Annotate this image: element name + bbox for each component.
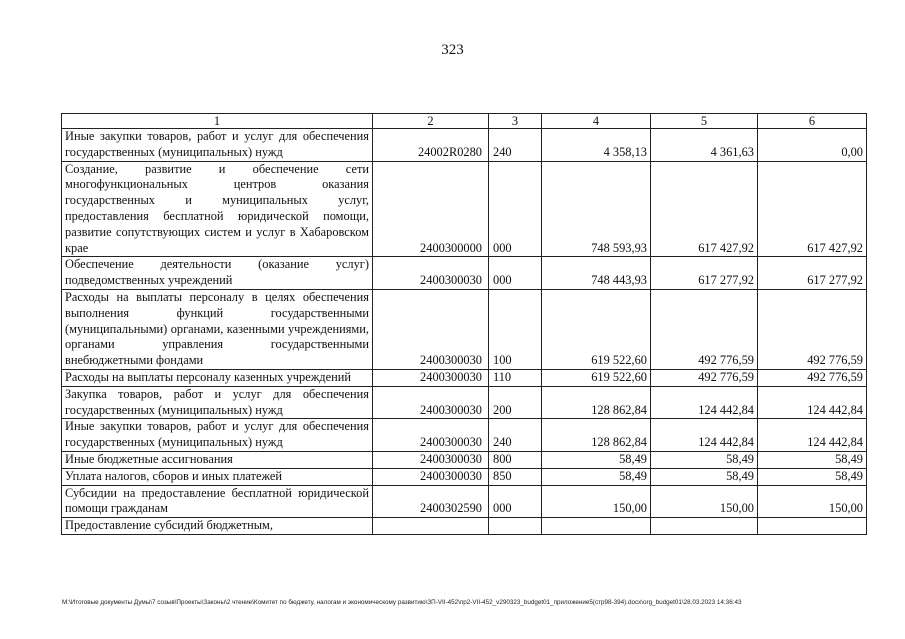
row-value-2 xyxy=(651,518,758,535)
row-value-2: 150,00 xyxy=(651,485,758,518)
row-code: 2400300030 xyxy=(373,386,489,419)
column-header: 2 xyxy=(373,114,489,129)
row-value-1: 58,49 xyxy=(542,468,651,485)
table-row xyxy=(62,386,867,419)
table-row xyxy=(62,129,867,162)
row-expense-type: 000 xyxy=(489,161,542,257)
row-name: Уплата налогов, сборов и иных платежей xyxy=(62,468,373,485)
row-name: Иные бюджетные ассигнования xyxy=(62,451,373,468)
row-value-1: 128 862,84 xyxy=(542,419,651,452)
row-expense-type: 000 xyxy=(489,257,542,290)
row-code xyxy=(373,518,489,535)
document-path-footer: M:\Итоговые документы Думы\7 созыв\Проекты\Законы\2 чтение\Комитет по бюджету, налогам и экономическому развитию\ЗП-VII-452\пр2-VII-452_v290323_budget01_приложение5(стр98-394).docx\org_budget01\28.03.2023 14:36:43 xyxy=(62,599,742,606)
row-value-3: 492 776,59 xyxy=(758,369,867,386)
row-value-1: 150,00 xyxy=(542,485,651,518)
row-expense-type: 800 xyxy=(489,451,542,468)
table-row xyxy=(62,485,867,518)
row-expense-type xyxy=(489,518,542,535)
row-value-3: 124 442,84 xyxy=(758,419,867,452)
row-code: 2400300030 xyxy=(373,289,489,369)
row-value-1: 4 358,13 xyxy=(542,129,651,162)
row-code: 2400300030 xyxy=(373,419,489,452)
row-name: Предоставление субсидий бюджетным, xyxy=(62,518,373,535)
column-header: 5 xyxy=(651,114,758,129)
row-value-3: 0,00 xyxy=(758,129,867,162)
row-value-1: 748 593,93 xyxy=(542,161,651,257)
row-value-2: 124 442,84 xyxy=(651,419,758,452)
row-name: Создание, развитие и обеспечение сети многофункциональных центров оказания государственных и муниципальных услуг, предоставления бесплатной юридической помощи, развитие сопутствующих систем и услуг в Хабаровском крае xyxy=(62,161,373,257)
row-expense-type: 110 xyxy=(489,369,542,386)
row-code: 2400300030 xyxy=(373,369,489,386)
row-value-2: 617 277,92 xyxy=(651,257,758,290)
table-row xyxy=(62,518,867,535)
row-name: Расходы на выплаты персоналу казенных учреждений xyxy=(62,369,373,386)
row-value-3: 492 776,59 xyxy=(758,289,867,369)
row-value-2: 492 776,59 xyxy=(651,289,758,369)
row-name: Расходы на выплаты персоналу в целях обеспечения выполнения функций государственными (муниципальными) органами, казенными учреждениями, органами управления государственными внебюджетными фондами xyxy=(62,289,373,369)
row-value-3: 58,49 xyxy=(758,451,867,468)
table-row xyxy=(62,419,867,452)
row-value-3: 617 277,92 xyxy=(758,257,867,290)
row-expense-type: 100 xyxy=(489,289,542,369)
table-row xyxy=(62,161,867,257)
row-value-1: 58,49 xyxy=(542,451,651,468)
column-header: 3 xyxy=(489,114,542,129)
page-number: 323 xyxy=(441,42,464,58)
column-header: 6 xyxy=(758,114,867,129)
table-row xyxy=(62,257,867,290)
row-name: Субсидии на предоставление бесплатной юридической помощи гражданам xyxy=(62,485,373,518)
row-value-1 xyxy=(542,518,651,535)
row-expense-type: 200 xyxy=(489,386,542,419)
row-value-1: 748 443,93 xyxy=(542,257,651,290)
row-expense-type: 850 xyxy=(489,468,542,485)
row-code: 2400300030 xyxy=(373,468,489,485)
row-name: Закупка товаров, работ и услуг для обеспечения государственных (муниципальных) нужд xyxy=(62,386,373,419)
row-value-3: 150,00 xyxy=(758,485,867,518)
row-code: 2400302590 xyxy=(373,485,489,518)
row-value-3: 617 427,92 xyxy=(758,161,867,257)
row-value-1: 619 522,60 xyxy=(542,369,651,386)
row-value-2: 124 442,84 xyxy=(651,386,758,419)
column-header: 1 xyxy=(62,114,373,129)
row-expense-type: 240 xyxy=(489,129,542,162)
row-name: Иные закупки товаров, работ и услуг для обеспечения государственных (муниципальных) нужд xyxy=(62,129,373,162)
table-row xyxy=(62,289,867,369)
column-header: 4 xyxy=(542,114,651,129)
row-value-3: 124 442,84 xyxy=(758,386,867,419)
row-value-1: 128 862,84 xyxy=(542,386,651,419)
row-code: 2400300030 xyxy=(373,257,489,290)
row-value-3: 58,49 xyxy=(758,468,867,485)
row-expense-type: 000 xyxy=(489,485,542,518)
row-name: Обеспечение деятельности (оказание услуг) подведомственных учреждений xyxy=(62,257,373,290)
table-row xyxy=(62,369,867,386)
table-row xyxy=(62,451,867,468)
row-value-2: 4 361,63 xyxy=(651,129,758,162)
row-value-2: 492 776,59 xyxy=(651,369,758,386)
row-value-2: 617 427,92 xyxy=(651,161,758,257)
row-expense-type: 240 xyxy=(489,419,542,452)
row-code: 2400300030 xyxy=(373,451,489,468)
table-header-row xyxy=(62,114,867,129)
row-name: Иные закупки товаров, работ и услуг для обеспечения государственных (муниципальных) нужд xyxy=(62,419,373,452)
row-value-2: 58,49 xyxy=(651,451,758,468)
row-code: 24002R0280 xyxy=(373,129,489,162)
row-value-3 xyxy=(758,518,867,535)
row-value-1: 619 522,60 xyxy=(542,289,651,369)
row-value-2: 58,49 xyxy=(651,468,758,485)
table-row xyxy=(62,468,867,485)
budget-table xyxy=(61,113,867,535)
row-code: 2400300000 xyxy=(373,161,489,257)
